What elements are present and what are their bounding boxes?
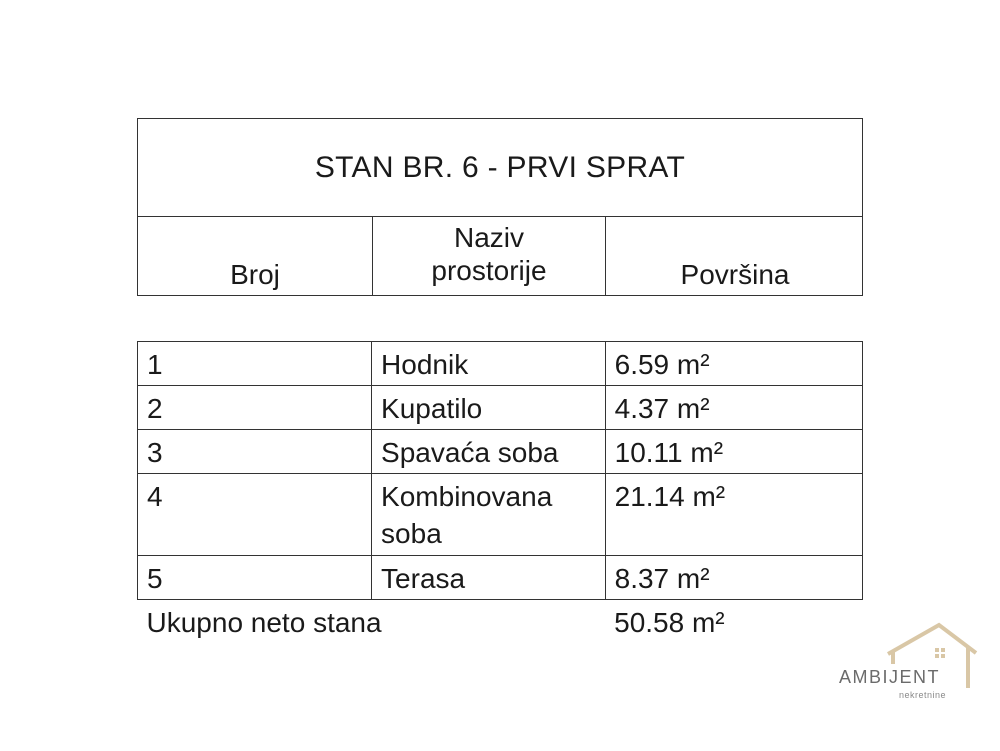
header-table (137, 118, 863, 296)
row-number: 1 (138, 342, 372, 386)
room-name: Terasa (372, 556, 606, 600)
logo-subtitle: nekretnine (899, 690, 947, 700)
total-value: 50.58 m² (605, 600, 862, 645)
row-number: 5 (138, 556, 372, 600)
table-row (138, 386, 863, 430)
column-header-naziv-line1: Naziv (453, 222, 524, 253)
table-title: STAN BR. 6 - PRVI SPRAT (138, 119, 862, 217)
room-area: 6.59 m² (605, 342, 862, 386)
room-area: 10.11 m² (605, 430, 862, 474)
logo-name: AMBIJENT (839, 667, 941, 687)
row-number: 2 (138, 386, 372, 430)
room-area: 8.37 m² (605, 556, 862, 600)
room-name: Spavaća soba (372, 430, 606, 474)
room-name-line1: Kombinovana (381, 481, 553, 512)
total-row (138, 600, 863, 645)
table-row (138, 474, 863, 556)
room-name: Hodnik (372, 342, 606, 386)
row-number: 3 (138, 430, 372, 474)
column-header-broj (138, 217, 373, 295)
table-row (138, 556, 863, 600)
room-name-line2: soba (381, 518, 442, 549)
column-header-naziv (373, 217, 606, 295)
row-number: 4 (138, 474, 372, 556)
table-row (138, 430, 863, 474)
rooms-table (137, 341, 863, 644)
table-row (138, 342, 863, 386)
column-header-broj-label: Broj (230, 259, 280, 290)
column-header-povrsina-label: Površina (680, 259, 790, 290)
room-area: 21.14 m² (605, 474, 862, 556)
room-name: Kupatilo (372, 386, 606, 430)
total-label: Ukupno neto stana (138, 600, 606, 645)
room-name (372, 474, 606, 556)
column-header-povrsina (606, 217, 864, 295)
column-header-naziv-line2: prostorije (431, 255, 547, 286)
room-area: 4.37 m² (605, 386, 862, 430)
